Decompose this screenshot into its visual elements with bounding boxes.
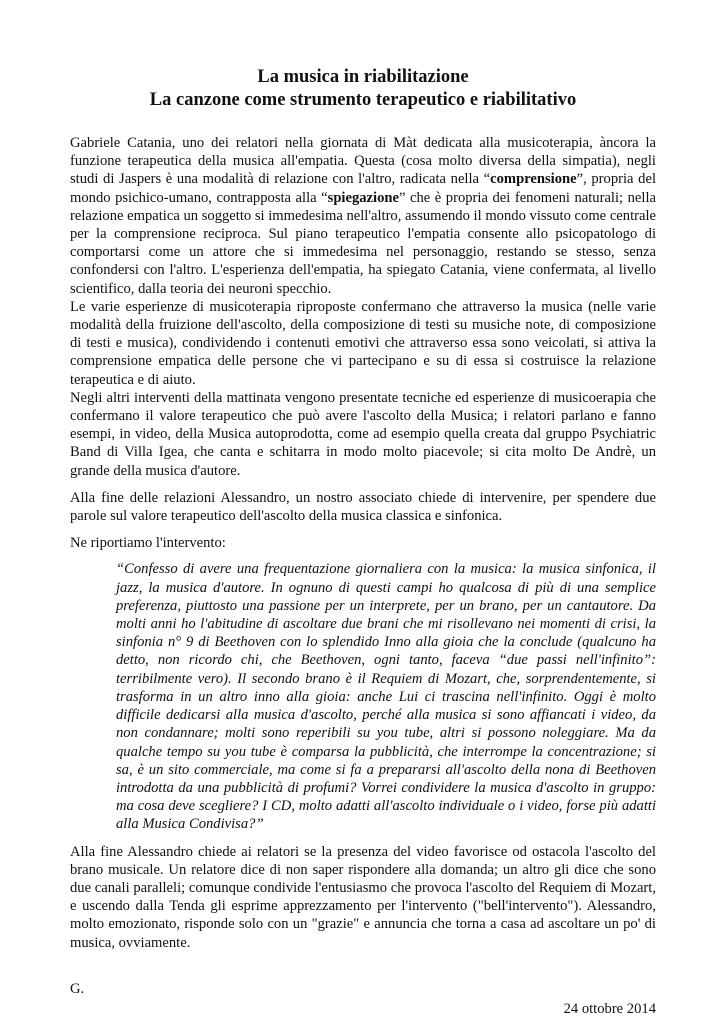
document-page: [70, 66, 656, 1018]
title-line-1: La musica in riabilitazione: [257, 67, 469, 87]
paragraph-intro: [70, 134, 656, 298]
paragraph-conclusione: Alla fine Alessandro chiede ai relatori se la presenza del video favorisce od ostacola l'ascolto del brano musicale. Un relatore dice di non saper rispondere alla domanda; un altro gli dice che sono due canali paralleli; comunque condivide l'entusiasmo che provoca l'ascolto del Requiem di Mozart, e uscendo dalla Tenda gli esprime apprezzamento per l'intervento ("bell'intervento"). Alessandro, molto emozionato, risponde solo con un "grazie" e annuncia che torna a casa ad ascoltare un po' di musica, ovviamente.: [70, 843, 656, 951]
article-body: [70, 134, 656, 1018]
paragraph-musicoterapia: Le varie esperienze di musicoterapia riproposte confermano che attraverso la musica (nelle varie modalità della fruizione dell'ascolto, della composizione di testi su musiche note, di composizione di testi e musica), condividendo i contenuti emotivi che attraverso essa sono veicolati, si attiva la comprensione empatica delle persone che vi partecipano e su di essa si costruisce la relazione terapeutica e di aiuto.: [70, 298, 656, 388]
intro-text-c: ”, propria del mondo psichico-umano, contrapposta alla “: [70, 171, 656, 206]
intro-bold-spiegazione: spiegazione: [327, 189, 399, 206]
intro-text-a: Gabriele Catania, uno dei relatori nella giornata di Màt dedicata alla musicoterapia, àncora la funzione terapeutica della musica all'empatia. Questa (cosa molto diversa della simpatia), negli studi di Jaspers è una modalità di relazione con l'altro, radicata nella “: [70, 135, 656, 188]
intro-bold-comprensione: comprensione: [490, 171, 577, 188]
paragraph-altri-interventi: Negli altri interventi della mattinata vengono presentate tecniche ed esperienze di musicoerapia che confermano il valore terapeutico che può avere l'ascolto della Musica; i relatori parlano e fanno esempi, in video, della Musica autoprodotta, come ad esempio quella creata dal gruppo Psychiatric Band di Villa Igea, che canta e schitarra in modo molto piacevole; si cita molto De Andrè, un grande della musica d'autore.: [70, 389, 656, 479]
document-date: 24 ottobre 2014: [563, 1000, 656, 1017]
intro-text-e: ” che è propria dei fenomeni naturali; nella relazione empatica un soggetto si immedesima nell'altro, assumendo il mondo vissuto come centrale per la comprensione reciproca. Sul piano terapeutico l'empatia consente allo psicopatologo di comportarsi come un attore che si immedesima nel personaggio, restando se stesso, senza confondersi con l'altro. L'esperienza dell'empatia, ha spiegato Catania, viene confermata, al livello scientifico, dalla teoria dei neuroni specchio.: [70, 189, 656, 297]
paragraph-riportiamo: Ne riportiamo l'intervento:: [70, 535, 226, 552]
signature: G.: [70, 980, 85, 997]
quoted-intervention: “Confesso di avere una frequentazione giornaliera con la musica: la musica sinfonica, il jazz, la musica d'autore. In ognuno di questi campi ho qualcosa di più di una semplice preferenza, piuttosto una passione per un interprete, per un brano, per un cantautore. Da molti anni ho l'abitudine di ascoltare due brani che mi risollevano nei momenti di crisi, la sinfonia n° 9 di Beethoven con lo splendido Inno alla gioia che la conclude (qualcuno ha detto, non ricordo chi, che Beethoven, ogni tanto, faceva “due passi nell'infinito”: terribilmente vero). Il secondo brano è il Requiem di Mozart, che, sorprendentemente, si trasforma in un altro inno alla gioia: anche Lui ci trascina nell'infinito. Oggi è molto difficile dedicarsi alla musica d'ascolto, perché alla musica si sono affiancati i video, da non condannare; molti sono reperibili su you tube, altri si possono noleggiare. Ma da qualche tempo su you tube è comparsa la pubblicità, che interrompe la concentrazione; si sa, è un sito commerciale, ma come si fa a prepararsi all'ascolto della nona di Beethoven introdotta da una pubblicità di profumi? Vorrei condividere la musica d'ascolto in gruppo: ma cosa deve scegliere? I CD, molto adatti all'ascolto individuale o i video, forse più adatti alla Musica Condivisa?”: [116, 561, 656, 833]
paragraph-alessandro: Alla fine delle relazioni Alessandro, un nostro associato chiede di intervenire, per spendere due parole sul valore terapeutico dell'ascolto della musica classica e sinfonica.: [70, 489, 656, 525]
title-line-2: La canzone come strumento terapeutico e riabilitativo: [149, 90, 577, 110]
